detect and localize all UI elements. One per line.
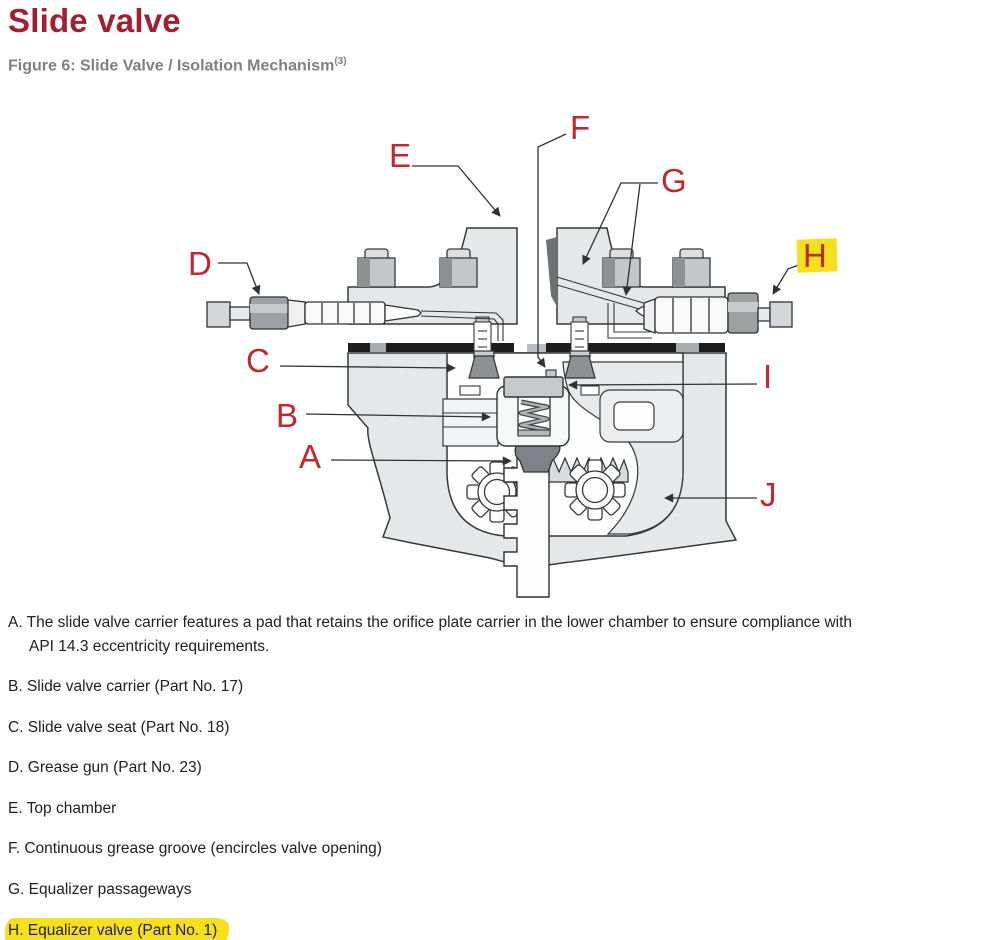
slide-valve-cap bbox=[504, 377, 563, 397]
legend-item-a-line1: A. The slide valve carrier features a pad that retains the orifice plate carrier in the lower chamber to ensure compliance with bbox=[8, 614, 853, 631]
page-title: Slide valve bbox=[8, 2, 181, 39]
figure-caption-footnote: (3) bbox=[334, 56, 347, 67]
legend-item-f-line1: F. Continuous grease groove (encircles valve opening) bbox=[8, 840, 382, 857]
label-D: D bbox=[188, 245, 212, 282]
label-J: J bbox=[760, 476, 777, 513]
slide-valve-diagram bbox=[0, 95, 988, 610]
leader-D bbox=[218, 263, 259, 294]
label-I: I bbox=[763, 358, 773, 395]
leader-E bbox=[412, 166, 500, 216]
legend-item-h bbox=[8, 918, 984, 940]
legend-item-a-line2: API 14.3 eccentricity requirements. bbox=[29, 637, 270, 655]
figure-caption bbox=[8, 56, 347, 75]
seat-band bbox=[348, 343, 725, 352]
label-C: C bbox=[246, 342, 270, 379]
legend-item-d-line1: D. Grease gun (Part No. 23) bbox=[8, 759, 202, 776]
legend-item-e bbox=[8, 797, 984, 821]
legend-item-h-line1: H. Equalizer valve (Part No. 1) bbox=[8, 922, 218, 939]
equalizer-valve bbox=[636, 293, 792, 333]
legend-item-c-line1: C. Slide valve seat (Part No. 18) bbox=[8, 718, 230, 736]
label-H: H bbox=[803, 237, 827, 274]
gear-right bbox=[565, 460, 625, 520]
flange-bolts bbox=[358, 249, 710, 287]
label-A: A bbox=[299, 438, 322, 475]
label-F: F bbox=[570, 109, 591, 146]
label-B: B bbox=[276, 397, 299, 434]
grease-groove-wall bbox=[546, 237, 557, 307]
legend-item-e-line1: E. Top chamber bbox=[8, 799, 117, 817]
legend-item-d bbox=[8, 756, 984, 780]
label-G: G bbox=[661, 162, 687, 199]
slide-valve-carrier bbox=[497, 370, 569, 446]
bolt bbox=[358, 249, 395, 287]
legend-item-g-line1: G. Equalizer passageways bbox=[8, 880, 192, 898]
bolt bbox=[673, 249, 710, 287]
label-E: E bbox=[389, 137, 412, 174]
legend-item-c bbox=[8, 716, 984, 740]
legend-item-h-highlight bbox=[5, 918, 229, 940]
legend-item-b bbox=[8, 675, 984, 699]
seat-plates-left bbox=[443, 399, 498, 446]
legend bbox=[8, 611, 984, 940]
legend-item-f bbox=[8, 837, 984, 861]
figure-caption-text: Figure 6: Slide Valve / Isolation Mechanism bbox=[8, 57, 335, 75]
legend-item-g bbox=[8, 878, 984, 902]
legend-item-b-line1: B. Slide valve carrier (Part No. 17) bbox=[8, 678, 244, 695]
legend-item-a bbox=[8, 611, 984, 658]
